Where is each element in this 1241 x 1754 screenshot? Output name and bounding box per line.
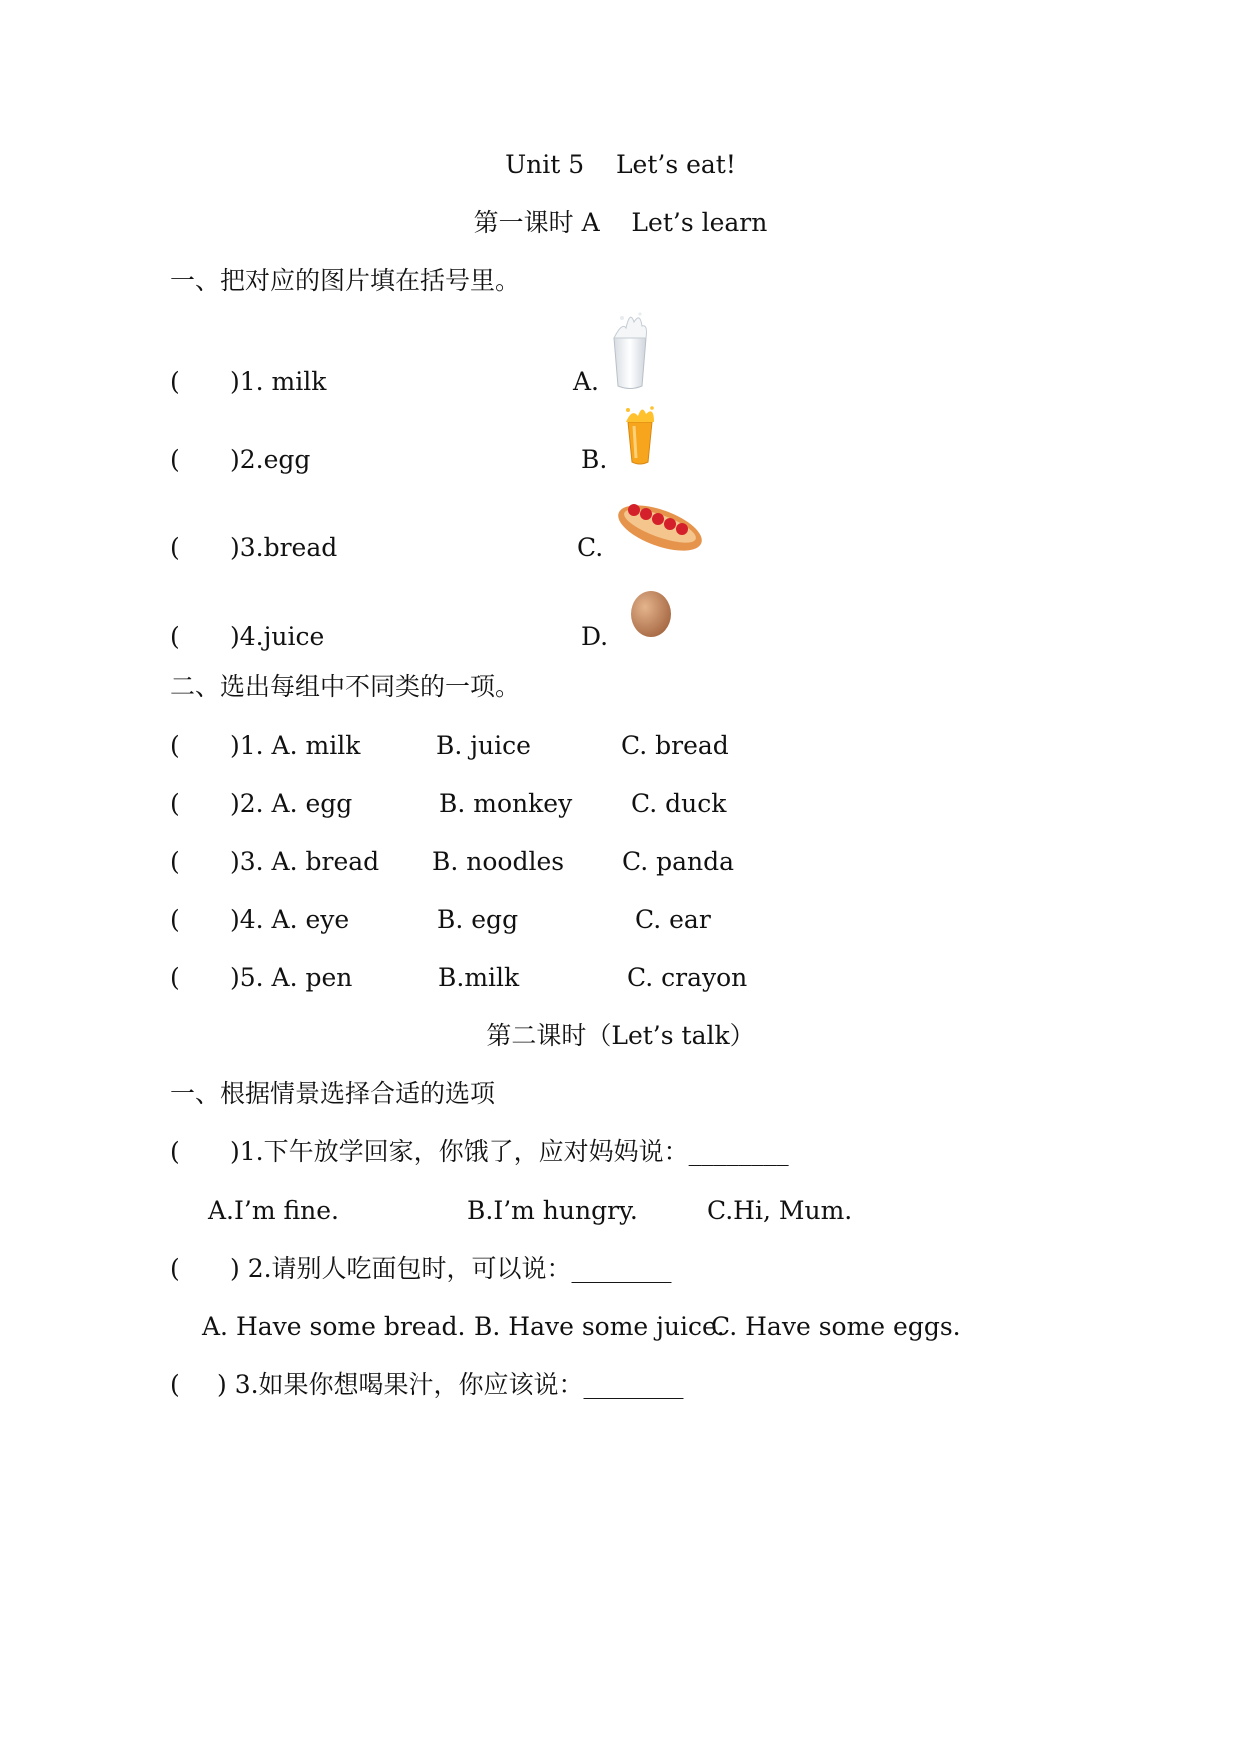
paren-open: ( [170,1137,180,1166]
paren-open: ( [170,622,180,651]
match-item-4: )4.juice [230,622,325,651]
lesson1-heading: 第一课时 A Let’s learn [473,208,768,237]
bread-icon [614,492,706,556]
choice-row-2-c: C. duck [631,789,727,818]
milk-glass-icon [600,308,660,392]
paren-open: ( [170,367,180,396]
choice-row-3-c: C. panda [622,847,735,876]
option-label-d: D. [581,622,609,651]
choice-row-1-b: B. juice [436,731,531,760]
choice-row-4-a: )4. A. eye [230,905,350,934]
juice-glass-icon [618,404,662,466]
match-item-1: )1. milk [230,367,327,396]
question-3: ) 3.如果你想喝果汁，你应该说：________ [217,1370,684,1399]
part1-heading: 一、把对应的图片填在括号里。 [170,266,521,295]
lesson2-heading: 第二课时（Let’s talk） [486,1021,755,1050]
choice-row-1-a: )1. A. milk [230,731,361,760]
question-2-option-c: C. Have some eggs. [711,1312,961,1341]
question-1-option-a: A.I’m fine. [208,1196,339,1225]
unit-title: Unit 5 Let’s eat! [505,150,736,179]
question-2-option-a: A. Have some bread. [202,1312,466,1341]
paren-open: ( [170,1370,180,1399]
choice-row-5-b: B.milk [438,963,520,992]
match-item-2: )2.egg [230,445,311,474]
choice-row-2-a: )2. A. egg [230,789,353,818]
choice-row-4-b: B. egg [437,905,519,934]
option-label-b: B. [581,445,608,474]
paren-open: ( [170,963,180,992]
question-1-option-c: C.Hi, Mum. [707,1196,853,1225]
choice-row-3-b: B. noodles [432,847,565,876]
question-2-option-b: B. Have some juice. [474,1312,725,1341]
part2-heading: 二、选出每组中不同类的一项。 [170,672,521,701]
paren-open: ( [170,905,180,934]
option-label-a: A. [573,367,600,396]
lesson2-part1-heading: 一、根据情景选择合适的选项 [170,1079,496,1108]
choice-row-4-c: C. ear [635,905,711,934]
paren-open: ( [170,445,180,474]
question-2: ) 2.请别人吃面包时，可以说：________ [230,1254,672,1283]
paren-open: ( [170,1254,180,1283]
choice-row-3-a: )3. A. bread [230,847,380,876]
paren-open: ( [170,731,180,760]
choice-row-5-c: C. crayon [627,963,748,992]
option-label-c: C. [577,533,604,562]
egg-icon [628,588,674,640]
paren-open: ( [170,789,180,818]
choice-row-2-b: B. monkey [439,789,573,818]
paren-open: ( [170,847,180,876]
choice-row-1-c: C. bread [621,731,729,760]
choice-row-5-a: )5. A. pen [230,963,353,992]
paren-open: ( [170,533,180,562]
question-1: )1.下午放学回家，你饿了，应对妈妈说：________ [230,1137,789,1166]
question-1-option-b: B.I’m hungry. [467,1196,638,1225]
match-item-3: )3.bread [230,533,338,562]
